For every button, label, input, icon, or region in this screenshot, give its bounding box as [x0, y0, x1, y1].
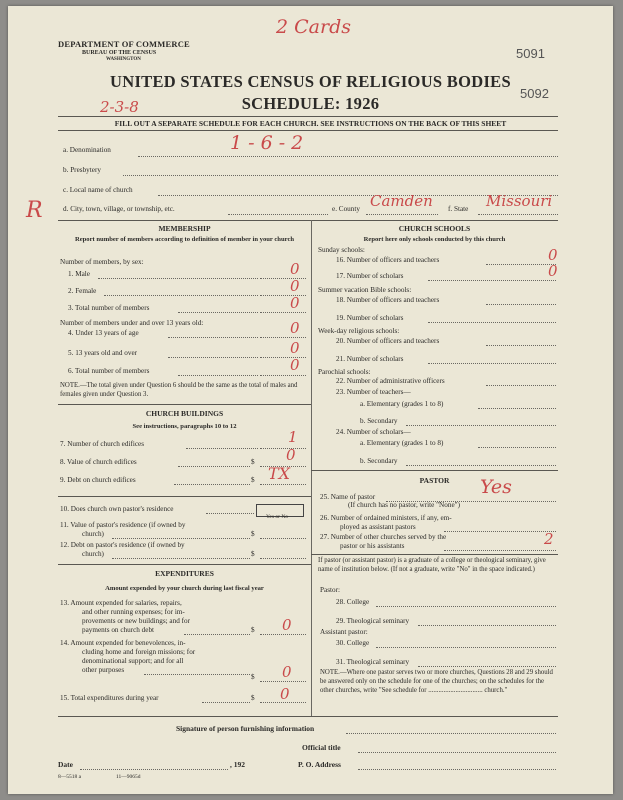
divider	[58, 404, 311, 405]
schools-heading: CHURCH SCHOOLS	[398, 224, 471, 233]
q21-field[interactable]	[428, 363, 556, 364]
weekday-label: Week-day religious schools:	[318, 327, 400, 335]
q24-label: 24. Number of scholars—	[336, 428, 411, 436]
q10-label: 10. Does church own pastor's residence	[60, 505, 174, 513]
q3-label: 3. Total number of members	[68, 304, 150, 312]
po-address-label: P. O. Address	[298, 760, 341, 769]
handwritten-code: 2-3-8	[100, 98, 139, 116]
date-label: Date	[58, 760, 73, 769]
q24a-field[interactable]	[478, 447, 556, 448]
state-label: f. State	[448, 205, 469, 213]
divider	[311, 554, 558, 555]
q26-label-cont: ployed as assistant pastors	[340, 523, 416, 531]
q6-value: 0	[290, 356, 300, 374]
q23a-field[interactable]	[478, 408, 556, 409]
city-label: WASHINGTON	[106, 57, 141, 62]
handwritten-cards-note: 2 Cards	[276, 16, 351, 38]
denomination-value: 1 - 6 - 2	[230, 132, 304, 154]
q8-label: 8. Value of church edifices	[60, 458, 137, 466]
date-line[interactable]	[80, 769, 228, 770]
q31-field[interactable]	[418, 666, 556, 667]
age-intro-label: Number of members under and over 13 years old:	[60, 319, 204, 327]
divider	[311, 470, 558, 471]
form-number: 8—5518 a	[58, 774, 82, 780]
q4-value: 0	[290, 319, 300, 337]
leader-line	[168, 337, 258, 338]
q13-field[interactable]	[260, 634, 306, 635]
q18-field[interactable]	[486, 304, 556, 305]
q9-field[interactable]	[260, 484, 306, 485]
q24b-label: b. Secondary	[360, 457, 398, 465]
q9-value: TX	[268, 464, 291, 483]
leader-line	[178, 466, 250, 467]
q2-label: 2. Female	[68, 287, 97, 295]
dollar-sign: $	[251, 476, 255, 484]
q30-label: 30. College	[336, 639, 370, 647]
q27-label-cont: pastor or his assistants	[340, 542, 405, 550]
q14-label-4: other purposes	[82, 666, 125, 674]
q14-value: 0	[282, 663, 292, 681]
leader-line	[174, 484, 250, 485]
q7-field[interactable]	[260, 448, 306, 449]
q23a-label: a. Elementary (grades 1 to 8)	[360, 400, 444, 408]
signature-line[interactable]	[346, 733, 556, 734]
state-value: Missouri	[486, 192, 553, 210]
schools-subtitle: Report here only schools conducted by this church	[363, 236, 506, 243]
leader-line	[206, 513, 254, 514]
official-title-line[interactable]	[358, 752, 556, 753]
bureau-label: BUREAU OF THE CENSUS	[82, 50, 157, 56]
q30-field[interactable]	[376, 647, 556, 648]
leader-line	[178, 375, 258, 376]
q13-label: 13. Amount expended for salaries, repairs,	[60, 599, 182, 607]
q12-label: 12. Debt on pastor's residence (if owned by	[60, 541, 185, 549]
q19-field[interactable]	[428, 322, 556, 323]
stamp-number-1: 5091	[516, 46, 545, 61]
q11-label-cont: church)	[82, 530, 104, 538]
divider	[58, 220, 558, 221]
city-field-label: d. City, town, village, or township, etc.	[63, 205, 175, 213]
dollar-sign: $	[251, 458, 255, 466]
q16-field[interactable]	[486, 264, 556, 265]
q22-label: 22. Number of administrative officers	[336, 377, 445, 385]
q15-label: 15. Total expenditures during year	[60, 694, 159, 702]
q25-label: 25. Name of pastor	[320, 493, 376, 501]
assistant-sub-label: Assistant pastor:	[320, 628, 368, 636]
q15-value: 0	[280, 685, 290, 703]
schedule-title: SCHEDULE: 1926	[241, 94, 380, 113]
state-line[interactable]	[478, 214, 558, 215]
signature-label: Signature of person furnishing information	[176, 724, 315, 733]
membership-subtitle: Report number of members according to definition of member in your church	[74, 236, 295, 243]
q5-label: 5. 13 years old and over	[68, 349, 138, 357]
q2-value: 0	[290, 277, 300, 295]
q16-value: 0	[548, 246, 558, 264]
leader-line	[112, 558, 250, 559]
leader-line	[144, 674, 250, 675]
city-line[interactable]	[228, 214, 328, 215]
q21-label: 21. Number of scholars	[336, 355, 404, 363]
q4-field[interactable]	[260, 337, 306, 338]
q27-label: 27. Number of other churches served by the	[320, 533, 447, 541]
q14-label: 14. Amount expended for benevolences, in-	[60, 639, 186, 647]
official-title-label: Official title	[302, 743, 341, 752]
po-address-line[interactable]	[358, 769, 556, 770]
q11-field[interactable]	[260, 538, 306, 539]
buildings-subtitle: See instructions, paragraphs 10 to 12	[132, 423, 237, 430]
q13-label-2: and other running expenses; for im-	[82, 608, 185, 616]
q5-value: 0	[290, 339, 300, 357]
q19-label: 19. Number of scholars	[336, 314, 404, 322]
q17-label: 17. Number of scholars	[336, 272, 404, 280]
q13-label-3: provements or new buildings; and for	[82, 617, 190, 625]
form-title: UNITED STATES CENSUS OF RELIGIOUS BODIES	[110, 72, 511, 91]
buildings-heading: CHURCH BUILDINGS	[145, 409, 224, 418]
q8-value: 0	[286, 446, 296, 464]
county-value: Camden	[370, 192, 433, 210]
q14-label-2: cluding home and foreign missions; for	[82, 648, 196, 656]
q3-field[interactable]	[260, 312, 306, 313]
q12-label-cont: church)	[82, 550, 104, 558]
q23-label: 23. Number of teachers—	[336, 388, 411, 396]
q23b-field[interactable]	[406, 425, 556, 426]
q6-label: 6. Total number of members	[68, 367, 150, 375]
membership-heading: MEMBERSHIP	[158, 224, 211, 233]
q13-value: 0	[282, 616, 292, 634]
q18-label: 18. Number of officers and teachers	[336, 296, 440, 304]
graduate-note: If pastor (or assistant pastor) is a graduate of a college or theological seminary, give name of institution below. (If not a graduate, write "No" in the space indicated.)	[318, 557, 546, 573]
q31-label: 31. Theological seminary	[336, 658, 410, 666]
q11-label: 11. Value of pastor's residence (if owned by	[60, 521, 186, 529]
q14-label-3: denominational support; and for all	[82, 657, 184, 665]
margin-mark: R	[26, 198, 43, 223]
q6-field[interactable]	[260, 375, 306, 376]
column-divider	[311, 220, 312, 716]
dollar-sign: $	[251, 626, 255, 634]
vacation-label: Summer vacation Bible schools:	[318, 286, 412, 294]
q16-label: 16. Number of officers and teachers	[336, 256, 440, 264]
q26-label: 26. Number of ordained ministers, if any, em-	[320, 514, 452, 522]
pastor-sub-label: Pastor:	[320, 586, 340, 594]
expenditures-heading: EXPENDITURES	[155, 569, 214, 578]
q17-field[interactable]	[428, 280, 556, 281]
department-label: DEPARTMENT OF COMMERCE	[58, 39, 190, 49]
q24a-label: a. Elementary (grades 1 to 8)	[360, 439, 444, 447]
denomination-line[interactable]	[138, 156, 558, 157]
pastor-heading: PASTOR	[419, 476, 450, 485]
local-name-label: c. Local name of church	[63, 186, 133, 194]
pastor-note: NOTE.—Where one pastor serves two or more churches, Questions 28 and 29 should be answered only on the schedule for one of the churches; on the schedules for the other churches, write "See schedule for ................................ church."	[320, 669, 553, 694]
dollar-sign: $	[251, 673, 255, 681]
leader-line	[168, 357, 258, 358]
q27-value: 2	[544, 530, 554, 548]
divider	[58, 564, 311, 565]
print-number: 11—9065d	[116, 774, 141, 780]
q25-note: (If church has no pastor, write "None")	[348, 501, 460, 509]
q20-field[interactable]	[486, 345, 556, 346]
leader-line	[112, 538, 250, 539]
q7-value: 1	[288, 428, 298, 446]
leader-line	[104, 295, 258, 296]
by-sex-label: Number of members, by sex:	[60, 258, 144, 266]
year-label: , 192	[230, 760, 245, 769]
dollar-sign: $	[251, 694, 255, 702]
presbytery-label: b. Presbytery	[63, 166, 101, 174]
q3-value: 0	[290, 294, 300, 312]
denomination-label: a. Denomination	[63, 146, 111, 154]
q28-field[interactable]	[376, 606, 556, 607]
q1-value: 0	[290, 260, 300, 278]
q9-label: 9. Debt on church edifices	[60, 476, 136, 484]
parochial-label: Parochial schools:	[318, 368, 371, 376]
q27-field[interactable]	[444, 550, 556, 551]
membership-note: NOTE.—The total given under Question 6 should be the same as the total of males and females given under Question 3.	[60, 382, 298, 398]
dollar-sign: $	[251, 530, 255, 538]
q14-field[interactable]	[260, 681, 306, 682]
q22-field[interactable]	[486, 385, 556, 386]
census-schedule-sheet	[8, 6, 613, 794]
q20-label: 20. Number of officers and teachers	[336, 337, 440, 345]
divider	[58, 116, 558, 117]
divider	[58, 130, 558, 131]
q23b-label: b. Secondary	[360, 417, 398, 425]
presbytery-line[interactable]	[123, 175, 558, 176]
dollar-sign: $	[251, 550, 255, 558]
divider	[58, 716, 558, 717]
leader-line	[178, 312, 258, 313]
q28-label: 28. College	[336, 598, 370, 606]
divider	[58, 496, 311, 497]
stamp-number-2: 5092	[520, 86, 549, 101]
leader-line	[184, 634, 250, 635]
q1-label: 1. Male	[68, 270, 90, 278]
q13-label-4: payments on church debt	[82, 626, 155, 634]
q12-field[interactable]	[260, 558, 306, 559]
q4-label: 4. Under 13 years of age	[68, 329, 139, 337]
q24b-field[interactable]	[406, 465, 556, 466]
q26-field[interactable]	[444, 531, 556, 532]
sunday-label: Sunday schools:	[318, 246, 365, 254]
county-line[interactable]	[366, 214, 438, 215]
county-label: e. County	[332, 205, 360, 213]
q29-label: 29. Theological seminary	[336, 617, 410, 625]
leader-line	[202, 702, 250, 703]
leader-line	[98, 278, 258, 279]
expenditures-subtitle: Amount expended by your church during last fiscal year	[105, 585, 264, 592]
q17-value: 0	[548, 262, 558, 280]
q7-label: 7. Number of church edifices	[60, 440, 145, 448]
q29-field[interactable]	[418, 625, 556, 626]
instruction-line: FILL OUT A SEPARATE SCHEDULE FOR EACH CHURCH. SEE INSTRUCTIONS ON THE BACK OF THIS SHEET	[114, 119, 507, 128]
yes-no-label: Yes or No	[266, 514, 289, 520]
q25-value: Yes	[480, 476, 512, 498]
leader-line	[186, 448, 258, 449]
